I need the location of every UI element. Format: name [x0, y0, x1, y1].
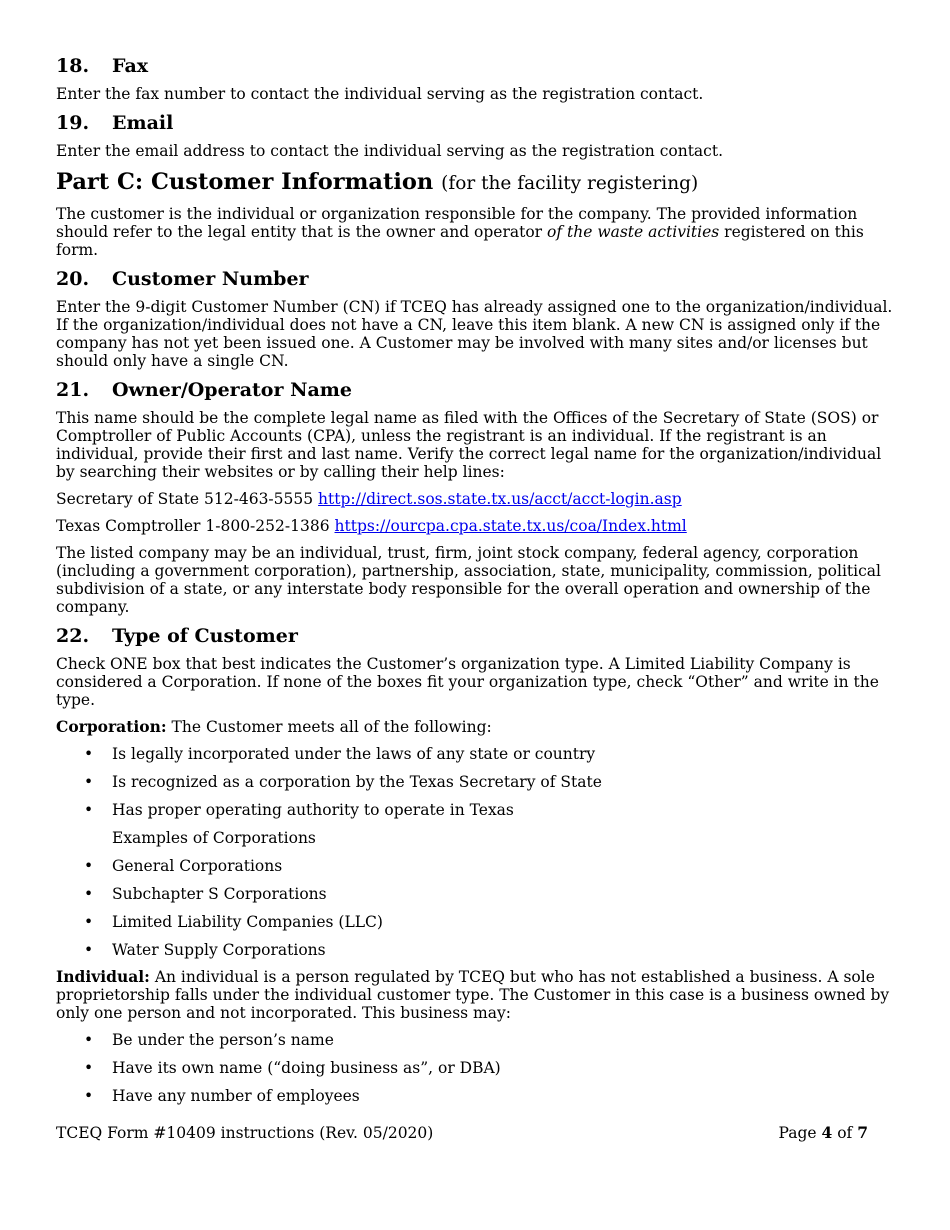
total-pages: 7 [857, 1123, 868, 1142]
form-identifier: TCEQ Form #10409 instructions (Rev. 05/2020) [56, 1124, 434, 1142]
cpa-contact-text: Texas Comptroller 1-800-252-1386 [56, 517, 335, 535]
examples-heading: Examples of Corporations [112, 829, 316, 847]
part-c-intro [56, 205, 896, 259]
section-number: 19. [56, 112, 90, 134]
list-item [56, 801, 896, 819]
list-item-text: Is legally incorporated under the laws of any state or country [112, 745, 596, 763]
bullet-icon: • [84, 885, 94, 903]
bullet-icon: • [84, 1031, 94, 1049]
list-item-text: Limited Liability Companies (LLC) [112, 913, 383, 931]
cpa-contact-line [56, 517, 896, 535]
list-item-text: Have its own name (“doing business as”, or DBA) [112, 1059, 501, 1077]
document-page [56, 55, 896, 1115]
bullet-icon: • [84, 913, 94, 931]
corporation-criteria-list [56, 745, 896, 819]
section-number: 22. [56, 625, 90, 647]
section-title: Email [112, 112, 174, 134]
section-21-listed-company: The listed company may be an individual, trust, firm, joint stock company, federal agency, corporation (including a government corporation), partnership, association, state, municipality, commission, political subdivision of a state, or any interstate body responsible for the overall operation and ownership of the company. [56, 544, 881, 616]
page-footer [56, 1124, 868, 1142]
list-item-text: General Corporations [112, 857, 283, 875]
sos-website-link[interactable]: http://direct.sos.state.tx.us/acct/acct-login.asp [318, 490, 682, 508]
section-18-body: Enter the fax number to contact the individual serving as the registration contact. [56, 85, 704, 103]
section-20-body: Enter the 9-digit Customer Number (CN) if TCEQ has already assigned one to the organization/individual. If the organization/individual does not have a CN, leave this item blank. A new CN is assigned only if the company has not yet been issued one. A Customer may be involved with many sites and/or licenses but should only have a single CN. [56, 298, 893, 370]
bullet-icon: • [84, 745, 94, 763]
cpa-website-link[interactable]: https://ourcpa.cpa.state.tx.us/coa/Index.html [334, 517, 687, 535]
of-word: of [832, 1124, 858, 1142]
list-item [56, 773, 896, 791]
list-item [56, 1031, 896, 1049]
list-item-text: Have any number of employees [112, 1087, 360, 1105]
list-item [56, 913, 896, 931]
corporation-definition [56, 718, 896, 736]
individual-label: Individual: [56, 967, 150, 986]
section-21-body: This name should be the complete legal name as filed with the Offices of the Secretary of State (SOS) or Comptroller of Public Accounts (CPA), unless the registrant is an individual. If the registrant is an individual, provide their first and last name. Verify the correct legal name for the organization/individual by searching their websites or by calling their help lines: [56, 409, 882, 481]
sos-contact-line [56, 490, 896, 508]
section-21-heading [56, 379, 896, 401]
part-c-heading [56, 169, 896, 197]
individual-list [56, 1031, 896, 1105]
section-number: 21. [56, 379, 90, 401]
list-item-text: Be under the person’s name [112, 1031, 334, 1049]
corporation-label: Corporation: [56, 717, 167, 736]
section-number: 20. [56, 268, 90, 290]
corporation-examples-list [56, 857, 896, 959]
list-item-text: Is recognized as a corporation by the Texas Secretary of State [112, 773, 602, 791]
section-20-heading [56, 268, 896, 290]
list-item [56, 1059, 896, 1077]
bullet-icon: • [84, 1087, 94, 1105]
bullet-icon: • [84, 773, 94, 791]
section-title: Owner/Operator Name [112, 379, 352, 401]
list-item [56, 857, 896, 875]
section-title: Fax [112, 55, 149, 77]
section-19-body: Enter the email address to contact the individual serving as the registration contact. [56, 142, 724, 160]
individual-definition [56, 968, 896, 1022]
page-word: Page [778, 1124, 822, 1142]
list-item-text: Subchapter S Corporations [112, 885, 327, 903]
list-item [56, 941, 896, 959]
intro-text-end: registered on this form. [56, 223, 864, 259]
section-22-body: Check ONE box that best indicates the Customer’s organization type. A Limited Liability Company is considered a Corporation. If none of the boxes fit your organization type, check “Other” and write in the type. [56, 655, 879, 709]
section-19-heading [56, 112, 896, 134]
current-page: 4 [821, 1123, 833, 1142]
intro-emphasis: of the waste activities [547, 223, 720, 241]
section-title: Type of Customer [112, 625, 298, 647]
list-item-text: Has proper operating authority to operate in Texas [112, 801, 514, 819]
section-22-heading [56, 625, 896, 647]
bullet-icon: • [84, 801, 94, 819]
list-item-text: Water Supply Corporations [112, 941, 326, 959]
list-item [56, 885, 896, 903]
individual-text: An individual is a person regulated by TCEQ but who has not established a business. A sole proprietorship falls under the individual customer type. The Customer in this case is a business owned by only one person and not incorporated. This business may: [56, 968, 890, 1022]
list-item [56, 1087, 896, 1105]
sos-contact-text: Secretary of State 512-463-5555 [56, 490, 319, 508]
bullet-icon: • [84, 1059, 94, 1077]
part-c-title: Part C: Customer Information [56, 169, 434, 195]
page-number [778, 1124, 868, 1142]
section-title: Customer Number [112, 268, 309, 290]
intro-text: The customer is the individual or organization responsible for the company. The provided information should refer to the legal entity that is the owner and operator [56, 205, 858, 241]
section-18-heading [56, 55, 896, 77]
bullet-icon: • [84, 941, 94, 959]
corporation-text: The Customer meets all of the following: [166, 718, 492, 736]
part-c-subtitle: (for the facility registering) [441, 173, 699, 194]
section-number: 18. [56, 55, 90, 77]
list-item [56, 745, 896, 763]
bullet-icon: • [84, 857, 94, 875]
